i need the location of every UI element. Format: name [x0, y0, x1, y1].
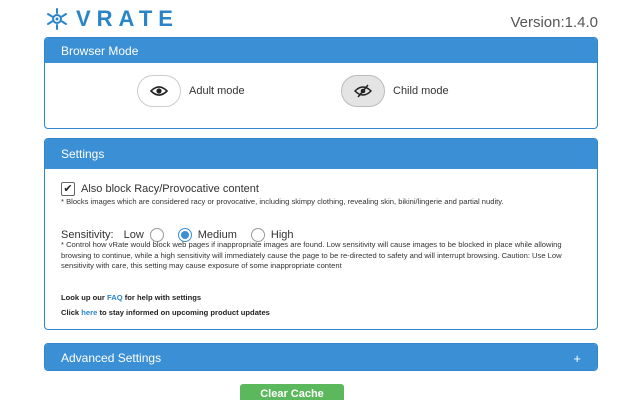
adult-mode-option[interactable] — [137, 75, 245, 107]
settings-header — [45, 139, 597, 169]
updates-line — [61, 308, 270, 317]
browser-mode-title: Browser Mode — [61, 43, 139, 58]
racy-note: * Blocks images which are considered racy or provocative, including skimpy clothing, revealing skin, bikini/lingerie and partial nudity. — [61, 197, 504, 206]
faq-link[interactable]: FAQ — [107, 293, 123, 302]
sensitivity-low-label: Low — [123, 229, 144, 241]
racy-checkbox[interactable] — [61, 182, 75, 196]
browser-mode-header — [45, 38, 597, 63]
expand-plus-icon[interactable]: + — [573, 350, 581, 366]
faq-prefix: Look up our — [61, 293, 105, 302]
settings-title: Settings — [61, 147, 105, 161]
logo — [46, 8, 179, 30]
browser-mode-panel — [44, 37, 598, 129]
faq-suffix: for help with settings — [124, 293, 202, 302]
vrate-logo-icon — [46, 8, 68, 30]
updates-link[interactable]: here — [81, 308, 98, 317]
logo-text: VRATE — [76, 6, 179, 31]
racy-label: Also block Racy/Provocative content — [81, 183, 259, 195]
sensitivity-label: Sensitivity: — [61, 229, 114, 241]
faq-line — [61, 293, 201, 302]
header — [0, 0, 640, 36]
sensitivity-note: * Control how vRate would block web pages if inappropriate images are found. Low sensitivity will cause images to be blocked in place while allowing browsing to continue, while a high sensitivity will immediately cause the page to be re-directed to safety and will interrupt browsing. Caution: Use Low sensitivity with care, this setting may cause exposure of some inappropriate content — [61, 240, 562, 270]
child-mode-label: Child mode — [393, 85, 449, 97]
updates-prefix: Click — [61, 308, 80, 317]
racy-option[interactable] — [61, 182, 259, 196]
sensitivity-medium-label: Medium — [197, 229, 237, 241]
eye-slash-icon — [354, 84, 372, 98]
check-icon: ✔ — [63, 182, 73, 195]
child-mode-button[interactable] — [341, 75, 385, 107]
adult-mode-button[interactable] — [137, 75, 181, 107]
adult-mode-label: Adult mode — [189, 85, 245, 97]
version-label: Version:1.4.0 — [510, 14, 598, 31]
updates-suffix: to stay informed on upcoming product updates — [99, 308, 270, 317]
eye-icon — [150, 85, 168, 97]
settings-panel — [44, 138, 598, 330]
sensitivity-high-label: High — [270, 229, 294, 241]
child-mode-option[interactable] — [341, 75, 449, 107]
advanced-settings-header[interactable] — [45, 344, 597, 371]
clear-cache-button[interactable]: Clear Cache — [240, 384, 344, 400]
advanced-settings-panel[interactable] — [44, 343, 598, 371]
advanced-settings-title: Advanced Settings — [61, 351, 162, 365]
